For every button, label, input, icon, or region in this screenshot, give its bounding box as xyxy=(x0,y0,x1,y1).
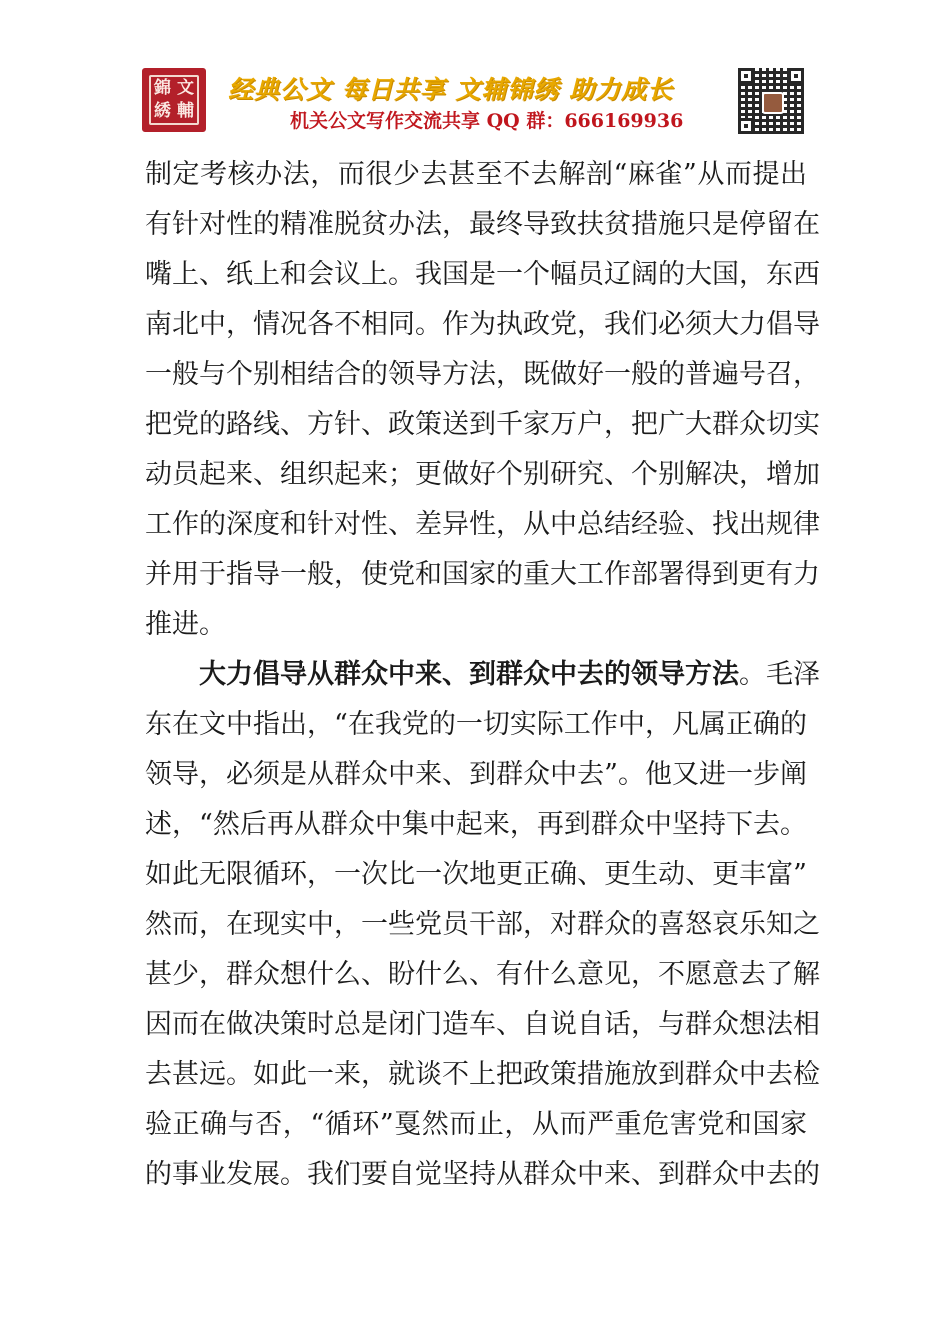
text-line: 领导，必须是从群众中来、到群众中去”。他又进一步阐 xyxy=(145,759,807,790)
header-slogan: 经典公文 每日共享 文辅锦绣 助力成长 xyxy=(228,75,674,104)
text-line: 工作的深度和针对性、差异性，从中总结经验、找出规律 xyxy=(145,509,820,540)
text-line: 嘴上、纸上和会议上。我国是一个幅员辽阔的大国，东西 xyxy=(145,259,820,290)
document-body xyxy=(145,150,820,1200)
seal-logo xyxy=(142,68,206,132)
header-banner xyxy=(140,62,810,140)
text-line: 的事业发展。我们要自觉坚持从群众中来、到群众中去的 xyxy=(145,1159,820,1190)
text-line: 动员起来、组织起来；更做好个别研究、个别解决，增加 xyxy=(145,459,820,490)
paragraph-2 xyxy=(145,650,820,1200)
text-line: 制定考核办法，而很少去甚至不去解剖“麻雀”从而提出 xyxy=(145,159,807,190)
text-line: 验正确与否，“循环”戛然而止，从而严重危害党和国家 xyxy=(145,1109,807,1140)
text-line: 推进。 xyxy=(145,609,226,640)
text-line: 述，“然后再从群众中集中起来，再到群众中坚持下去。 xyxy=(145,809,807,840)
text-line: 因而在做决策时总是闭门造车、自说自话，与群众想法相 xyxy=(145,1009,820,1040)
text-line: 然而，在现实中，一些党员干部，对群众的喜怒哀乐知之 xyxy=(145,909,820,940)
qr-code-icon xyxy=(738,68,804,134)
paragraph-1 xyxy=(145,150,820,650)
text-line: 并用于指导一般，使党和国家的重大工作部署得到更有力 xyxy=(145,559,820,590)
seal-char: 綉 xyxy=(154,101,171,121)
text-line: 把党的路线、方针、政策送到千家万户，把广大群众切实 xyxy=(145,409,820,440)
seal-char: 輔 xyxy=(177,101,194,121)
text-line: 去甚远。如此一来，就谈不上把政策措施放到群众中去检 xyxy=(145,1059,820,1090)
text-line: 甚少，群众想什么、盼什么、有什么意见，不愿意去了解 xyxy=(145,959,820,990)
header-qq-group: 机关公文写作交流共享 QQ 群：666169936 xyxy=(290,110,684,132)
text-line: 如此无限循环，一次比一次地更正确、更生动、更丰富” xyxy=(145,859,807,890)
text-line: 南北中，情况各不相同。作为执政党，我们必须大力倡导 xyxy=(145,309,820,340)
paragraph-2-first-line xyxy=(145,650,820,700)
seal-char: 錦 xyxy=(154,78,171,98)
heading-continuation: 。毛泽 xyxy=(739,659,820,690)
section-heading: 大力倡导从群众中来、到群众中去的领导方法 xyxy=(199,659,739,690)
text-line: 有针对性的精准脱贫办法，最终导致扶贫措施只是停留在 xyxy=(145,209,820,240)
text-line: 东在文中指出，“在我党的一切实际工作中，凡属正确的 xyxy=(145,709,807,740)
text-line: 一般与个别相结合的领导方法，既做好一般的普遍号召， xyxy=(145,359,820,390)
seal-char: 文 xyxy=(177,78,194,98)
